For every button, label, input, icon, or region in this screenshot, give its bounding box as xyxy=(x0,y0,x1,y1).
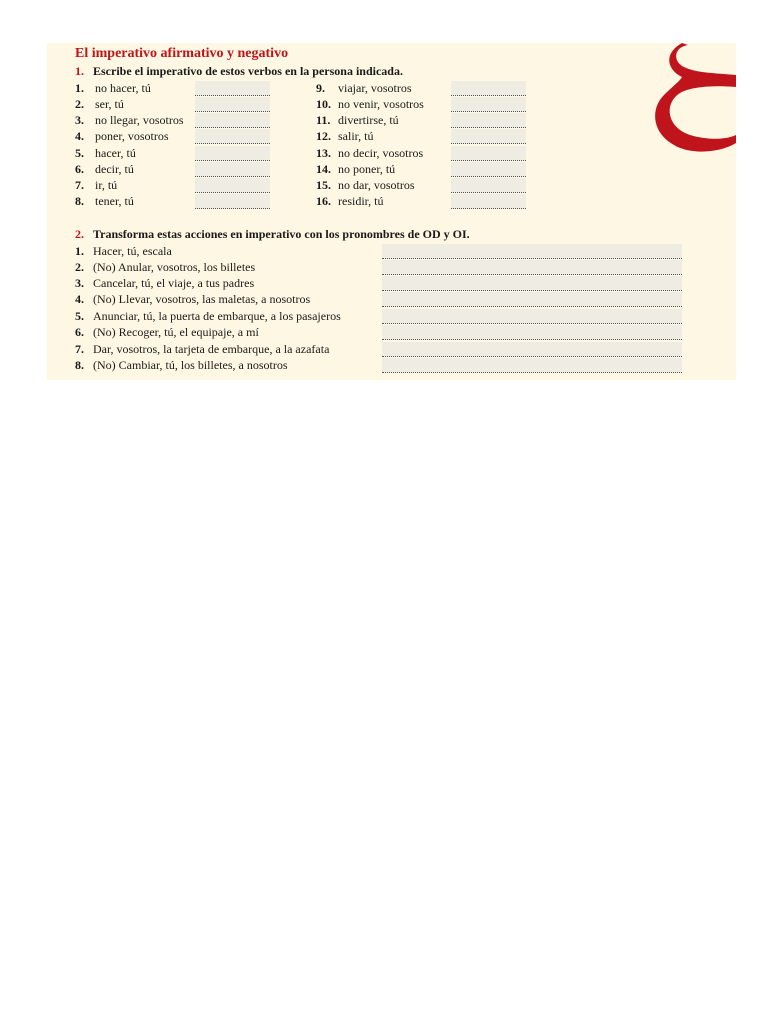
answer-field[interactable] xyxy=(451,113,526,128)
answer-field[interactable] xyxy=(451,81,526,96)
item-text: poner, vosotros xyxy=(95,129,169,143)
exercise-2-heading xyxy=(75,227,470,242)
answer-field[interactable] xyxy=(451,129,526,144)
item-number: 8. xyxy=(75,358,84,372)
item-number: 10. xyxy=(316,97,331,111)
item-number: 6. xyxy=(75,325,84,339)
item-text: no venir, vosotros xyxy=(338,97,424,111)
answer-field[interactable] xyxy=(382,292,682,307)
item-number: 7. xyxy=(75,342,84,356)
answer-field[interactable] xyxy=(195,113,270,128)
item-text: Cancelar, tú, el viaje, a tus padres xyxy=(93,276,255,290)
item-text: viajar, vosotros xyxy=(338,81,412,95)
item-number: 6. xyxy=(75,162,84,176)
exercise-card xyxy=(47,43,736,380)
item-number: 7. xyxy=(75,178,84,192)
item-text: hacer, tú xyxy=(95,146,136,160)
item-number: 2. xyxy=(75,97,84,111)
item-number: 13. xyxy=(316,146,331,160)
item-number: 16. xyxy=(316,194,331,208)
answer-field[interactable] xyxy=(195,162,270,177)
answer-field[interactable] xyxy=(195,194,270,209)
item-number: 12. xyxy=(316,129,331,143)
item-text: tener, tú xyxy=(95,194,134,208)
item-number: 2. xyxy=(75,260,84,274)
answer-field[interactable] xyxy=(382,358,682,373)
item-text: (No) Anular, vosotros, los billetes xyxy=(93,260,256,274)
answer-field[interactable] xyxy=(451,178,526,193)
item-text: no llegar, vosotros xyxy=(95,113,184,127)
item-text: ir, tú xyxy=(95,178,118,192)
item-text: no hacer, tú xyxy=(95,81,151,95)
answer-field[interactable] xyxy=(195,97,270,112)
answer-field[interactable] xyxy=(195,81,270,96)
answer-field[interactable] xyxy=(382,325,682,340)
item-number: 9. xyxy=(316,81,325,95)
answer-field[interactable] xyxy=(451,97,526,112)
item-text: no poner, tú xyxy=(338,162,396,176)
answer-field[interactable] xyxy=(451,162,526,177)
answer-field[interactable] xyxy=(382,244,682,259)
item-number: 1. xyxy=(75,244,84,258)
page-title: El imperativo afirmativo y negativo xyxy=(75,46,289,61)
item-text: divertirse, tú xyxy=(338,113,399,127)
answer-field[interactable] xyxy=(451,146,526,161)
item-text: (No) Llevar, vosotros, las maletas, a nosotros xyxy=(93,292,311,306)
item-number: 4. xyxy=(75,292,84,306)
item-number: 1. xyxy=(75,81,84,95)
item-number: 8. xyxy=(75,194,84,208)
item-number: 5. xyxy=(75,146,84,160)
item-text: Dar, vosotros, la tarjeta de embarque, a la azafata xyxy=(93,342,330,356)
item-number: 4. xyxy=(75,129,84,143)
item-text: ser, tú xyxy=(95,97,124,111)
item-number: 15. xyxy=(316,178,331,192)
answer-field[interactable] xyxy=(195,129,270,144)
item-text: (No) Cambiar, tú, los billetes, a nosotros xyxy=(93,358,288,372)
answer-field[interactable] xyxy=(451,194,526,209)
exercise-1-instruction: Escribe el imperativo de estos verbos en la persona indicada. xyxy=(93,64,403,78)
item-text: Hacer, tú, escala xyxy=(93,244,172,258)
exercise-1-number: 1. xyxy=(75,64,84,78)
item-text: salir, tú xyxy=(338,129,374,143)
item-text: (No) Recoger, tú, el equipaje, a mí xyxy=(93,325,259,339)
answer-field[interactable] xyxy=(382,260,682,275)
item-text: no dar, vosotros xyxy=(338,178,415,192)
exercise-2-instruction: Transforma estas acciones en imperativo con los pronombres de OD y OI. xyxy=(93,227,470,241)
answer-field[interactable] xyxy=(195,178,270,193)
item-text: residir, tú xyxy=(338,194,384,208)
answer-field[interactable] xyxy=(382,342,682,357)
item-number: 3. xyxy=(75,113,84,127)
item-text: no decir, vosotros xyxy=(338,146,424,160)
item-number: 11. xyxy=(316,113,331,127)
item-text: Anunciar, tú, la puerta de embarque, a los pasajeros xyxy=(93,309,341,323)
item-number: 14. xyxy=(316,162,331,176)
answer-field[interactable] xyxy=(382,276,682,291)
answer-field[interactable] xyxy=(382,309,682,324)
item-text: decir, tú xyxy=(95,162,134,176)
answer-field[interactable] xyxy=(195,146,270,161)
item-number: 5. xyxy=(75,309,84,323)
exercise-2-number: 2. xyxy=(75,227,84,241)
red-brush-stroke-icon xyxy=(586,43,736,158)
exercise-1-heading xyxy=(75,64,403,79)
item-number: 3. xyxy=(75,276,84,290)
